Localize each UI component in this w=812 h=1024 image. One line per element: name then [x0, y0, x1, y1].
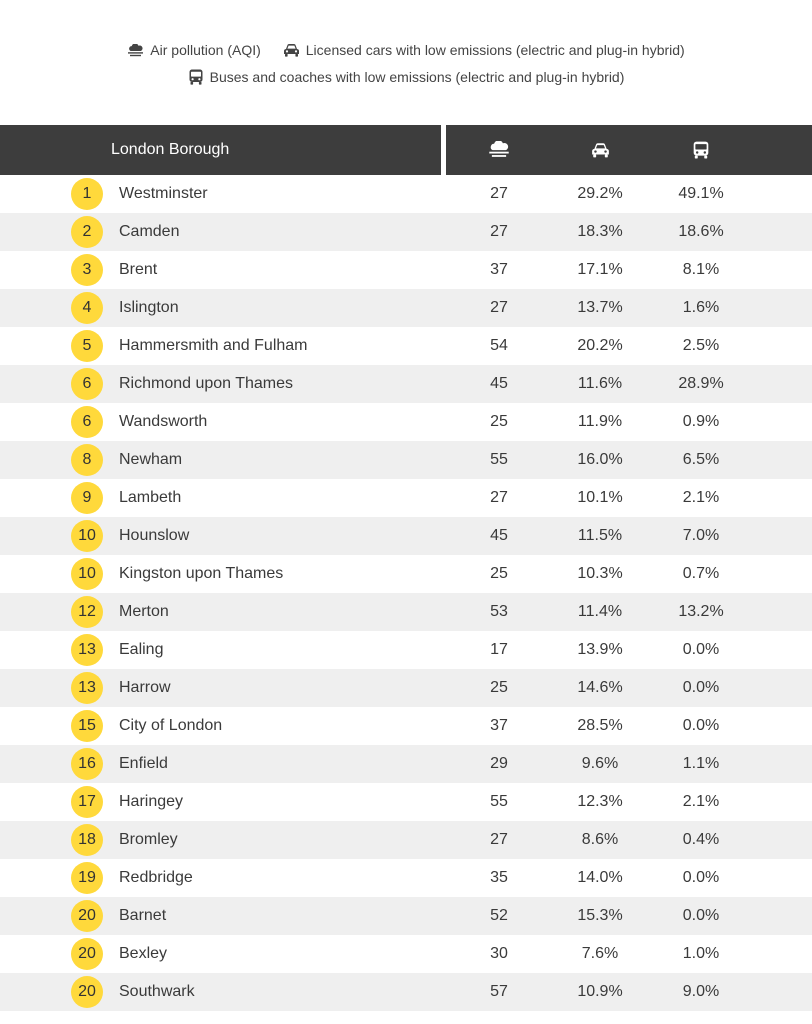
aqi-value: 17	[490, 641, 508, 658]
row-spacer	[754, 631, 812, 669]
rank-cell	[0, 365, 116, 403]
borough-name: Lambeth	[119, 489, 182, 506]
rank-badge: 17	[71, 786, 103, 818]
cars-value: 11.9%	[577, 413, 623, 430]
buses-value: 2.1%	[682, 489, 720, 506]
borough-name: Hounslow	[119, 527, 190, 544]
table-row	[0, 935, 812, 973]
row-spacer	[754, 175, 812, 213]
legend-cars	[283, 42, 685, 58]
table-row	[0, 251, 812, 289]
row-spacer	[754, 213, 812, 251]
row-spacer	[754, 707, 812, 745]
rank-badge: 15	[71, 710, 103, 742]
buses-value: 1.0%	[682, 945, 720, 962]
aqi-value: 35	[490, 869, 508, 886]
buses-value: 28.9%	[678, 375, 724, 392]
rank-cell	[0, 213, 116, 251]
rank-cell	[0, 973, 116, 1011]
table-row	[0, 479, 812, 517]
rank-cell	[0, 935, 116, 973]
aqi-value: 27	[490, 489, 508, 506]
buses-value: 0.9%	[682, 413, 720, 430]
aqi-value: 52	[490, 907, 508, 924]
borough-name: Harrow	[119, 679, 171, 696]
cars-value: 29.2%	[577, 185, 623, 202]
rank-cell	[0, 897, 116, 935]
buses-value: 13.2%	[678, 603, 724, 620]
rank-cell	[0, 441, 116, 479]
borough-name: Westminster	[119, 185, 208, 202]
table-row	[0, 517, 812, 555]
rank-cell	[0, 859, 116, 897]
rank-cell	[0, 669, 116, 707]
table-row	[0, 213, 812, 251]
table-row	[0, 973, 812, 1011]
rank-badge: 18	[71, 824, 103, 856]
aqi-value: 53	[490, 603, 508, 620]
rank-badge: 5	[71, 330, 103, 362]
rank-cell	[0, 289, 116, 327]
borough-name: Hammersmith and Fulham	[119, 337, 308, 354]
borough-name: Richmond upon Thames	[119, 375, 294, 392]
rank-badge: 20	[71, 976, 103, 1008]
borough-name: Brent	[119, 261, 158, 278]
row-spacer	[754, 783, 812, 821]
rank-cell	[0, 251, 116, 289]
borough-name: Newham	[119, 451, 183, 468]
borough-name: Kingston upon Thames	[119, 565, 284, 582]
buses-value: 1.1%	[682, 755, 720, 772]
borough-name: Camden	[119, 223, 180, 240]
table-row	[0, 859, 812, 897]
table-row	[0, 555, 812, 593]
borough-name: Bromley	[119, 831, 178, 848]
cars-value: 17.1%	[577, 261, 623, 278]
legend	[0, 0, 812, 125]
table-row	[0, 441, 812, 479]
aqi-value: 29	[490, 755, 508, 772]
aqi-value: 54	[490, 337, 508, 354]
cars-value: 15.3%	[577, 907, 623, 924]
buses-value: 6.5%	[682, 451, 720, 468]
borough-name: Southwark	[119, 983, 195, 1000]
rank-badge: 10	[71, 520, 103, 552]
legend-line-2	[0, 67, 812, 87]
buses-value: 0.0%	[682, 869, 720, 886]
aqi-value: 55	[490, 451, 508, 468]
rank-cell	[0, 631, 116, 669]
borough-name: Redbridge	[119, 869, 193, 886]
aqi-value: 25	[490, 413, 508, 430]
rank-badge: 10	[71, 558, 103, 590]
table-header	[0, 125, 812, 175]
row-spacer	[754, 289, 812, 327]
rank-badge: 13	[71, 672, 103, 704]
cars-value: 11.4%	[577, 603, 623, 620]
table-body	[0, 175, 812, 1011]
table-row	[0, 593, 812, 631]
cars-value: 28.5%	[577, 717, 623, 734]
row-spacer	[754, 745, 812, 783]
rank-badge: 4	[71, 292, 103, 324]
table-row	[0, 289, 812, 327]
buses-value: 18.6%	[678, 223, 724, 240]
row-spacer	[754, 821, 812, 859]
car-icon	[591, 142, 610, 158]
borough-name: Islington	[119, 299, 179, 316]
table-row	[0, 745, 812, 783]
row-spacer	[754, 669, 812, 707]
buses-value: 9.0%	[682, 983, 720, 1000]
row-spacer	[754, 441, 812, 479]
buses-value: 0.0%	[682, 679, 720, 696]
aqi-value: 25	[490, 565, 508, 582]
rank-cell	[0, 783, 116, 821]
table-row	[0, 821, 812, 859]
table-row	[0, 897, 812, 935]
rank-badge: 6	[71, 368, 103, 400]
borough-name: Haringey	[119, 793, 184, 810]
bus-icon	[188, 69, 204, 85]
aqi-value: 30	[490, 945, 508, 962]
aqi-value: 45	[490, 527, 508, 544]
row-spacer	[754, 403, 812, 441]
table-row	[0, 327, 812, 365]
cars-value: 9.6%	[581, 755, 619, 772]
row-spacer	[754, 897, 812, 935]
cars-value: 11.6%	[577, 375, 623, 392]
rank-badge: 6	[71, 406, 103, 438]
rank-badge: 20	[71, 900, 103, 932]
cars-value: 13.7%	[577, 299, 623, 316]
row-spacer	[754, 327, 812, 365]
aqi-value: 45	[490, 375, 508, 392]
table-row	[0, 707, 812, 745]
borough-header: London Borough	[111, 141, 230, 158]
table-row	[0, 669, 812, 707]
buses-value: 49.1%	[678, 185, 724, 202]
rank-cell	[0, 517, 116, 555]
rank-cell	[0, 707, 116, 745]
borough-name: Bexley	[119, 945, 168, 962]
rank-cell	[0, 479, 116, 517]
cars-value: 11.5%	[577, 527, 623, 544]
buses-value: 2.1%	[682, 793, 720, 810]
rank-cell	[0, 175, 116, 213]
aqi-value: 27	[490, 223, 508, 240]
legend-buses-label: Buses and coaches with low emissions (electric and plug-in hybrid)	[209, 69, 625, 85]
row-spacer	[754, 935, 812, 973]
aqi-header	[446, 125, 552, 175]
aqi-value: 25	[490, 679, 508, 696]
borough-name: Barnet	[119, 907, 167, 924]
buses-value: 0.0%	[682, 717, 720, 734]
row-spacer	[754, 555, 812, 593]
aqi-value: 55	[490, 793, 508, 810]
aqi-value: 37	[490, 717, 508, 734]
legend-cars-label: Licensed cars with low emissions (electric and plug-in hybrid)	[305, 42, 685, 58]
aqi-value: 27	[490, 299, 508, 316]
aqi-value: 37	[490, 261, 508, 278]
legend-aqi-label: Air pollution (AQI)	[150, 42, 261, 58]
spacer-header	[754, 125, 812, 175]
cars-value: 8.6%	[581, 831, 619, 848]
borough-name: Ealing	[119, 641, 164, 658]
cars-value: 16.0%	[577, 451, 623, 468]
buses-value: 2.5%	[682, 337, 720, 354]
aqi-value: 57	[490, 983, 508, 1000]
cars-value: 14.0%	[577, 869, 623, 886]
rank-header	[0, 125, 116, 175]
borough-name: Enfield	[119, 755, 168, 772]
row-spacer	[754, 517, 812, 555]
row-spacer	[754, 365, 812, 403]
cars-value: 12.3%	[577, 793, 623, 810]
rank-badge: 12	[71, 596, 103, 628]
buses-header	[648, 125, 754, 175]
rank-cell	[0, 821, 116, 859]
bus-icon	[692, 141, 710, 159]
cars-value: 10.1%	[577, 489, 623, 506]
rank-badge: 9	[71, 482, 103, 514]
rank-badge: 13	[71, 634, 103, 666]
rank-badge: 1	[71, 178, 103, 210]
rank-badge: 2	[71, 216, 103, 248]
rank-badge: 19	[71, 862, 103, 894]
aqi-value: 27	[490, 831, 508, 848]
row-spacer	[754, 251, 812, 289]
rank-cell	[0, 593, 116, 631]
rank-cell	[0, 555, 116, 593]
legend-buses	[188, 69, 625, 85]
smog-cloud-icon	[488, 141, 510, 158]
rank-badge: 16	[71, 748, 103, 780]
table-row	[0, 403, 812, 441]
buses-value: 0.0%	[682, 907, 720, 924]
rank-badge: 20	[71, 938, 103, 970]
borough-name: City of London	[119, 717, 223, 734]
cars-value: 7.6%	[581, 945, 619, 962]
legend-aqi	[127, 42, 260, 58]
row-spacer	[754, 593, 812, 631]
table-row	[0, 783, 812, 821]
buses-value: 8.1%	[682, 261, 720, 278]
cars-value: 10.3%	[577, 565, 623, 582]
table-row	[0, 365, 812, 403]
cars-header	[552, 125, 648, 175]
borough-name: Merton	[119, 603, 169, 620]
borough-name: Wandsworth	[119, 413, 208, 430]
rank-cell	[0, 403, 116, 441]
buses-value: 7.0%	[682, 527, 720, 544]
buses-value: 0.7%	[682, 565, 720, 582]
cars-value: 20.2%	[577, 337, 623, 354]
aqi-value: 27	[490, 185, 508, 202]
cars-value: 18.3%	[577, 223, 623, 240]
table-row	[0, 175, 812, 213]
rank-badge: 3	[71, 254, 103, 286]
buses-value: 1.6%	[682, 299, 720, 316]
cars-value: 14.6%	[577, 679, 623, 696]
row-spacer	[754, 973, 812, 1011]
cars-value: 10.9%	[577, 983, 623, 1000]
smog-cloud-icon	[127, 44, 144, 57]
legend-line-1	[0, 40, 812, 60]
cars-value: 13.9%	[577, 641, 623, 658]
rank-badge: 8	[71, 444, 103, 476]
row-spacer	[754, 479, 812, 517]
table-row	[0, 631, 812, 669]
row-spacer	[754, 859, 812, 897]
buses-value: 0.4%	[682, 831, 720, 848]
rank-cell	[0, 745, 116, 783]
car-icon	[283, 43, 300, 57]
buses-value: 0.0%	[682, 641, 720, 658]
borough-table	[0, 125, 812, 1011]
rank-cell	[0, 327, 116, 365]
